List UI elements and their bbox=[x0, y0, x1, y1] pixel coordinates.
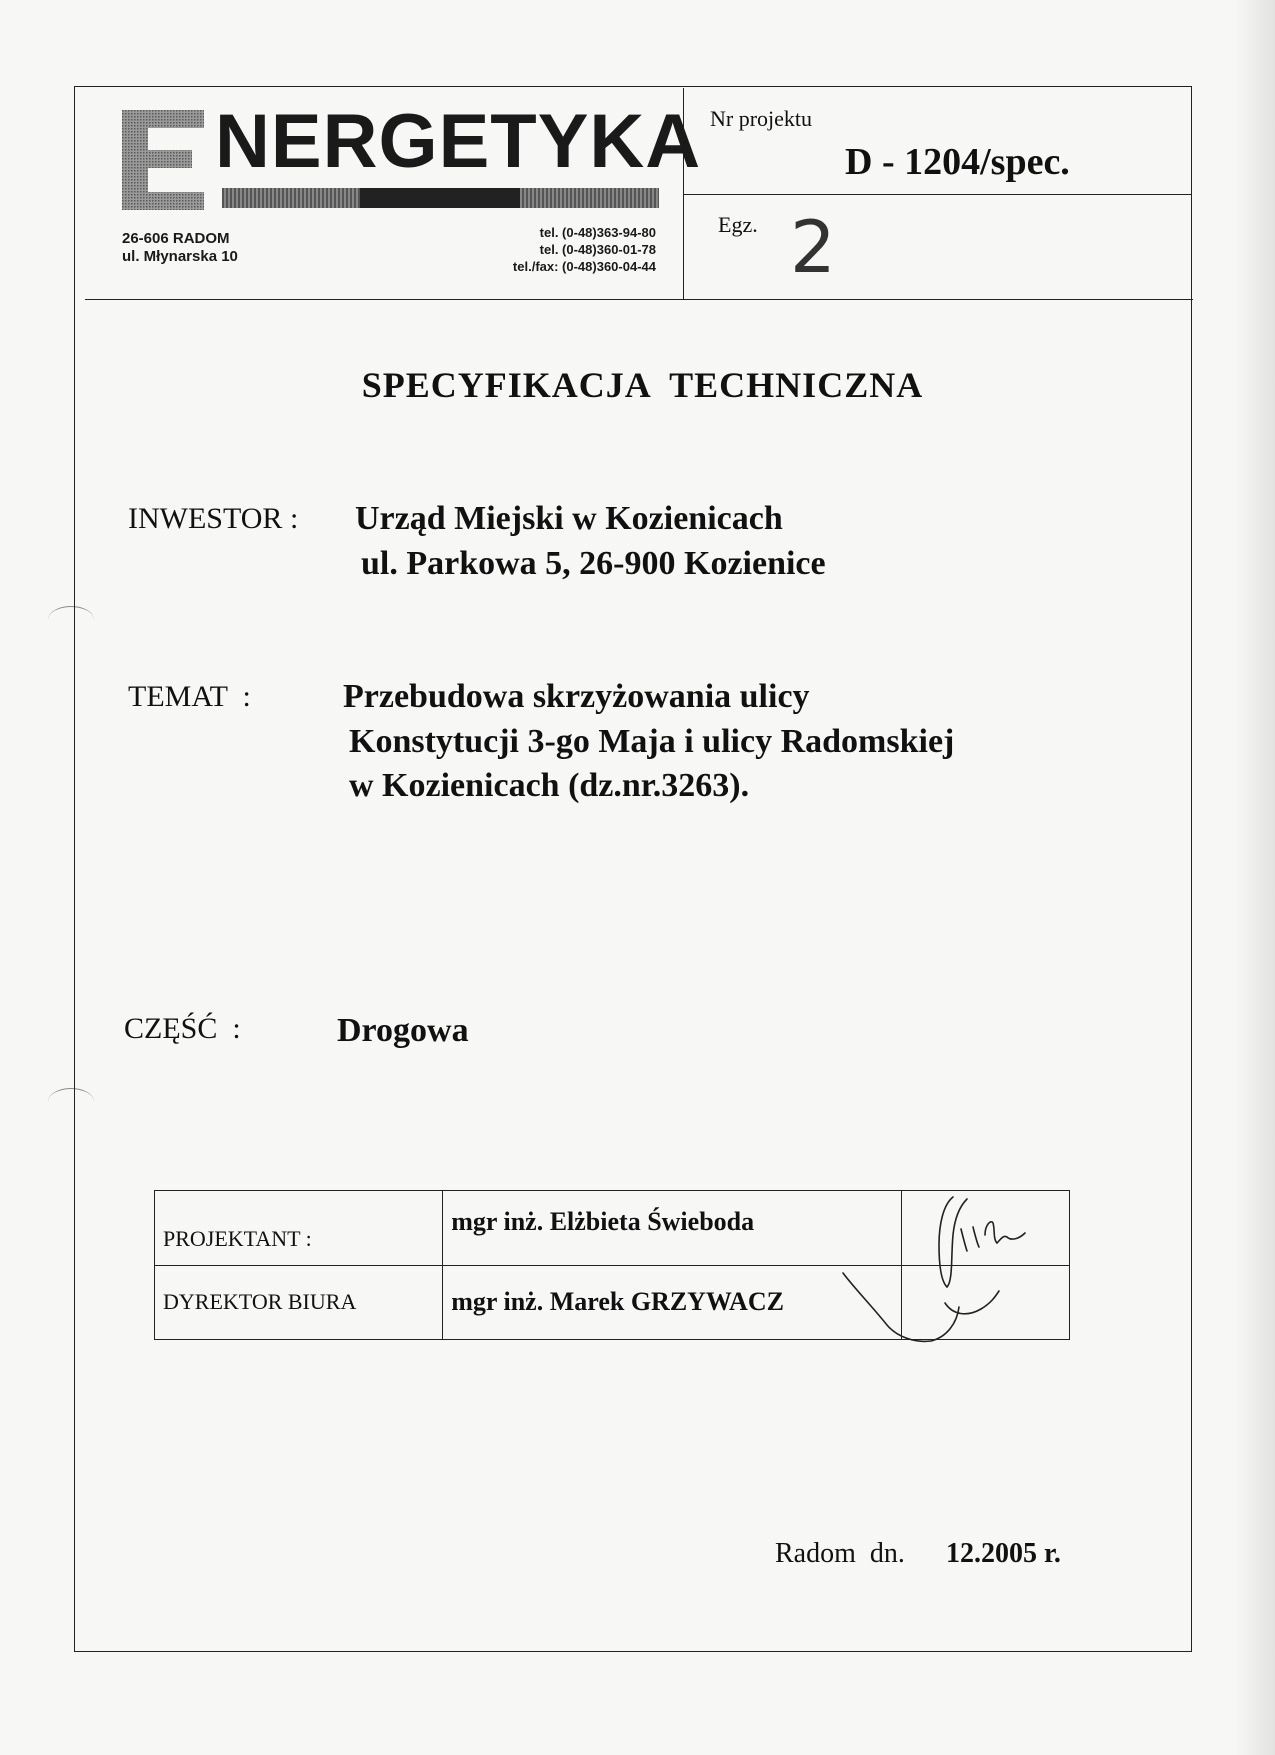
project-number-value: D - 1204/spec. bbox=[845, 141, 1070, 183]
role-cell: PROJEKTANT : bbox=[155, 1191, 443, 1266]
company-logo-text: NERGETYKA bbox=[215, 99, 702, 184]
inwestor-name: Urząd Miejski w Kozienicach bbox=[355, 500, 783, 537]
inwestor-label: INWESTOR : bbox=[128, 502, 299, 535]
address-line-street: ul. Młynarska 10 bbox=[122, 248, 238, 265]
temat-line-3: w Kozienicach (dz.nr.3263). bbox=[349, 767, 750, 804]
handwritten-signatures bbox=[835, 1185, 1055, 1385]
logo-bar-dark-segment bbox=[360, 188, 520, 208]
company-address bbox=[122, 230, 238, 266]
header-midline bbox=[684, 194, 1192, 195]
document-date: 12.2005 r. bbox=[946, 1538, 1061, 1569]
name-cell: mgr inż. Marek GRZYWACZ bbox=[443, 1265, 902, 1340]
temat-line-1: Przebudowa skrzyżowania ulicy bbox=[343, 678, 810, 715]
company-phones bbox=[470, 224, 656, 275]
project-number-label: Nr projektu bbox=[710, 106, 813, 131]
phone-line-1: tel. (0-48)363-94-80 bbox=[539, 225, 656, 240]
inwestor-address: ul. Parkowa 5, 26-900 Kozienice bbox=[361, 545, 826, 582]
company-logo-e-icon bbox=[122, 110, 204, 210]
temat-line-2: Konstytucji 3-go Maja i ulicy Radomskiej bbox=[349, 723, 955, 760]
phone-line-2: tel. (0-48)360-01-78 bbox=[539, 242, 656, 257]
czesc-label: CZĘŚĆ : bbox=[124, 1012, 241, 1045]
place-date-label: Radom dn. bbox=[775, 1538, 905, 1569]
phone-line-fax: tel./fax: (0-48)360-04-44 bbox=[512, 259, 656, 274]
page-frame bbox=[74, 86, 1192, 1652]
name-cell: mgr inż. Elżbieta Świeboda bbox=[443, 1191, 902, 1266]
scan-edge-shadow bbox=[1235, 0, 1275, 1755]
role-cell: DYREKTOR BIURA bbox=[155, 1265, 443, 1340]
copy-number-value: 2 bbox=[790, 205, 836, 289]
copy-number-label: Egz. bbox=[718, 212, 758, 237]
czesc-value: Drogowa bbox=[337, 1012, 469, 1049]
temat-label: TEMAT : bbox=[128, 680, 251, 713]
document-title: SPECYFIKACJA TECHNICZNA bbox=[361, 365, 924, 405]
address-line-city: 26-606 RADOM bbox=[122, 230, 230, 247]
